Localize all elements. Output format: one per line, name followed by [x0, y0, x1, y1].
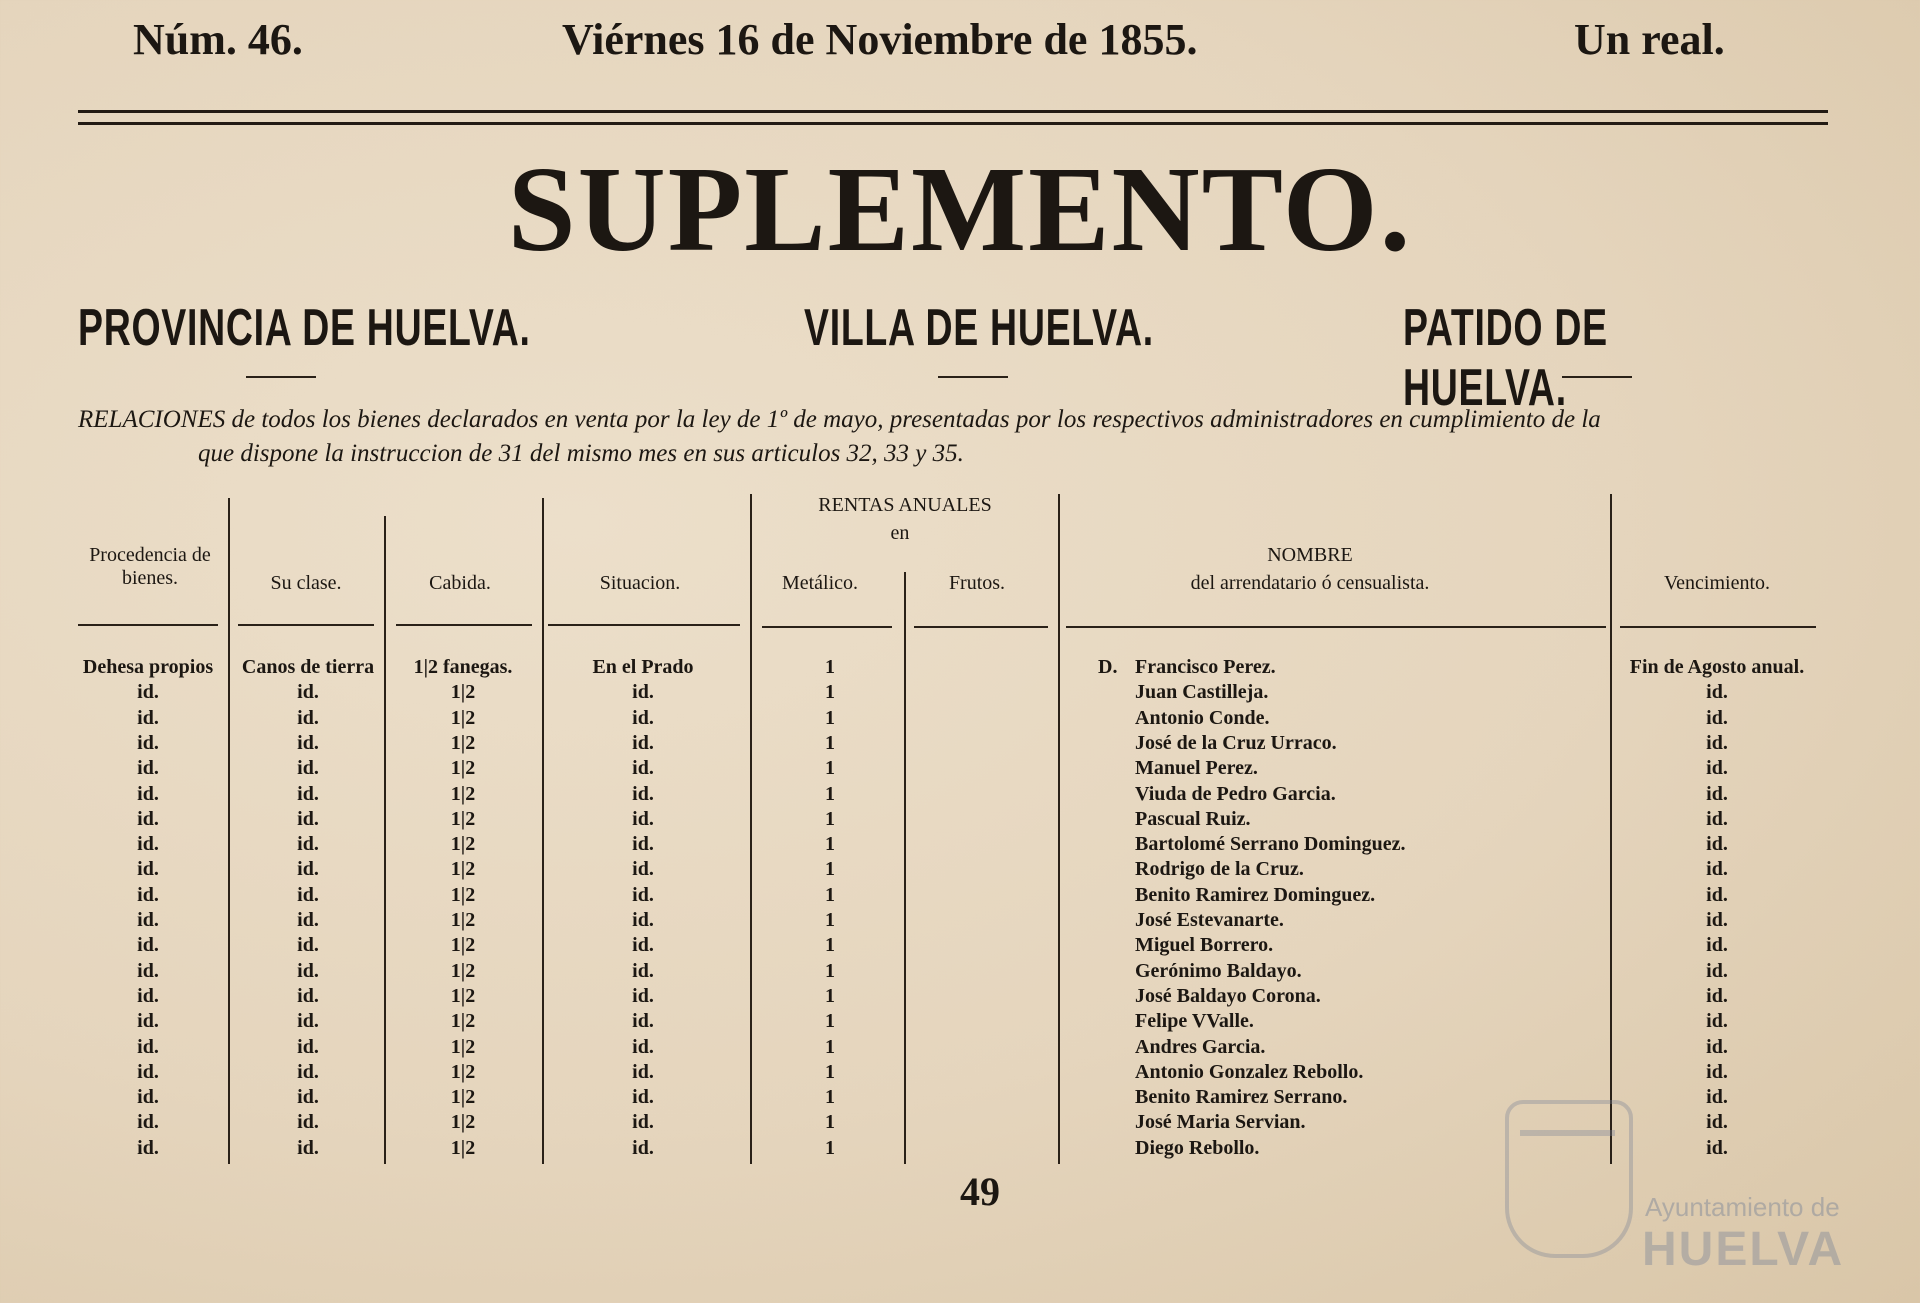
column-divider [542, 498, 544, 1164]
cell-vencimiento: id. [1706, 757, 1728, 780]
header-rule [78, 624, 218, 626]
cell-nombre: Viuda de Pedro Garcia. [1135, 782, 1336, 805]
cell-metalico: 1 [825, 984, 835, 1007]
cell-procedencia: id. [137, 681, 159, 704]
cell-situacion: id. [632, 833, 654, 856]
crown-icon [1520, 1100, 1615, 1136]
column-divider [904, 572, 906, 1164]
cell-nombre: Felipe VValle. [1135, 1010, 1254, 1033]
cell-procedencia: id. [137, 757, 159, 780]
header-procedencia: Procedencia de bienes. [89, 544, 211, 589]
cell-vencimiento: id. [1706, 782, 1728, 805]
cell-clase: id. [297, 782, 319, 805]
cell-nombre: Bartolomé Serrano Dominguez. [1135, 833, 1406, 856]
column-divider [750, 494, 752, 1164]
cell-situacion: id. [632, 883, 654, 906]
cell-metalico: 1 [825, 858, 835, 881]
cell-clase: id. [297, 1111, 319, 1134]
page-number: 49 [960, 1169, 1000, 1214]
cell-clase: id. [297, 1060, 319, 1083]
cell-clase: id. [297, 909, 319, 931]
header-cabida: Cabida. [429, 572, 491, 594]
cell-cabida: 1|2 [450, 959, 476, 982]
cell-procedencia: id. [137, 807, 159, 830]
cell-cabida: 1|2 [450, 1010, 476, 1033]
cell-cabida: 1|2 [450, 1060, 476, 1083]
cell-metalico: 1 [825, 731, 835, 754]
cell-metalico: 1 [825, 681, 835, 704]
cell-clase: id. [297, 807, 319, 830]
watermark-title: HUELVA [1642, 1223, 1845, 1276]
cell-procedencia: id. [137, 1086, 159, 1109]
cell-procedencia: id. [137, 782, 159, 805]
cell-vencimiento: id. [1706, 833, 1728, 856]
cell-procedencia: id. [137, 1035, 159, 1058]
cell-vencimiento: id. [1706, 731, 1728, 754]
cell-situacion: id. [632, 757, 654, 780]
cell-situacion: id. [632, 1035, 654, 1058]
cell-cabida: 1|2 [450, 1035, 476, 1058]
cell-situacion: id. [632, 681, 654, 704]
cell-procedencia: Dehesa propios [82, 656, 214, 678]
page-title: SUPLEMENTO. [507, 142, 1413, 277]
cell-situacion: id. [632, 731, 654, 754]
cell-cabida: 1|2 [450, 984, 476, 1007]
header-vencimiento: Vencimiento. [1663, 572, 1771, 594]
cell-procedencia: id. [137, 883, 159, 906]
cell-procedencia: id. [137, 731, 159, 754]
cell-metalico: 1 [825, 1060, 835, 1083]
subtitle-province: PROVINCIA DE HUELVA. [78, 299, 531, 357]
header-nombre-sub: del arrendatario ó censualista. [1190, 572, 1430, 594]
cell-situacion: id. [632, 934, 654, 957]
column-divider [1058, 494, 1060, 1164]
cell-cabida: 1|2 [450, 807, 476, 830]
cell-clase: id. [297, 858, 319, 881]
cell-vencimiento: id. [1706, 959, 1728, 982]
header-clase: Su clase. [270, 572, 342, 594]
cell-clase: id. [297, 1136, 319, 1159]
cell-vencimiento: id. [1706, 1086, 1728, 1109]
cell-nombre: Benito Ramirez Dominguez. [1135, 883, 1376, 906]
cell-vencimiento: id. [1706, 883, 1728, 906]
ornament-divider [1562, 376, 1632, 382]
cell-clase: Canos de tierra [241, 656, 375, 678]
cell-situacion: id. [632, 858, 654, 881]
cell-procedencia: id. [137, 858, 159, 881]
cell-cabida: 1|2 [450, 883, 476, 906]
header-rule [396, 624, 532, 626]
issue-date: Viérnes 16 de Noviembre de 1855. [562, 15, 1198, 64]
cell-clase: id. [297, 1086, 319, 1109]
cell-cabida: 1|2 [450, 1086, 476, 1109]
cell-nombre: Juan Castilleja. [1135, 681, 1269, 704]
cell-vencimiento: id. [1706, 1136, 1728, 1159]
header-rentas-en: en [890, 522, 910, 544]
cell-procedencia: id. [137, 833, 159, 856]
cell-vencimiento: id. [1706, 1060, 1728, 1083]
cell-vencimiento: id. [1706, 1035, 1728, 1058]
cell-cabida: 1|2 [450, 706, 476, 729]
cell-clase: id. [297, 934, 319, 957]
cell-vencimiento: id. [1706, 807, 1728, 830]
cell-situacion: En el Prado [592, 656, 694, 678]
cell-vencimiento: Fin de Agosto anual. [1629, 656, 1805, 678]
cell-clase: id. [297, 1035, 319, 1058]
cell-vencimiento: id. [1706, 1010, 1728, 1033]
cell-vencimiento: id. [1706, 934, 1728, 957]
cell-metalico: 1 [825, 1035, 835, 1058]
cell-vencimiento: id. [1706, 909, 1728, 931]
cell-nombre: José Estevanarte. [1135, 909, 1284, 931]
cell-situacion: id. [632, 959, 654, 982]
cell-cabida: 1|2 [450, 858, 476, 881]
ornament-divider [938, 376, 1008, 382]
cell-nombre: Pascual Ruiz. [1135, 807, 1251, 830]
watermark-text: Ayuntamiento de [1645, 1192, 1840, 1222]
masthead-rule [78, 110, 1828, 125]
header-situacion: Situacion. [599, 572, 681, 594]
cell-metalico: 1 [825, 1010, 835, 1033]
cell-vencimiento: id. [1706, 1111, 1728, 1134]
cell-cabida: 1|2 [450, 782, 476, 805]
cell-procedencia: id. [137, 984, 159, 1007]
cell-nombre: Antonio Conde. [1135, 706, 1270, 729]
cell-prefix: D. [1098, 656, 1118, 678]
cell-nombre: José de la Cruz Urraco. [1135, 731, 1337, 754]
cell-nombre: Antonio Gonzalez Rebollo. [1135, 1060, 1364, 1083]
cell-nombre: Diego Rebollo. [1135, 1136, 1260, 1159]
cell-metalico: 1 [825, 883, 835, 906]
issue-price: Un real. [1574, 15, 1725, 64]
cell-cabida: 1|2 [450, 1111, 476, 1134]
header-metalico: Metálico. [781, 572, 859, 594]
cell-clase: id. [297, 883, 319, 906]
cell-nombre: José Maria Servian. [1135, 1111, 1306, 1134]
cell-situacion: id. [632, 807, 654, 830]
intro-line-1: RELACIONES de todos los bienes declarados en venta por la ley de 1º de mayo, presentadas por los respectivos administradores en cumplimiento de la [78, 406, 1601, 433]
cell-nombre: Miguel Borrero. [1135, 934, 1274, 957]
cell-situacion: id. [632, 1086, 654, 1109]
cell-procedencia: id. [137, 959, 159, 982]
cell-cabida: 1|2 [450, 681, 476, 704]
cell-metalico: 1 [825, 934, 835, 957]
cell-vencimiento: id. [1706, 706, 1728, 729]
header-frutos: Frutos. [948, 572, 1006, 594]
cell-cabida: 1|2 [450, 833, 476, 856]
cell-clase: id. [297, 731, 319, 754]
cell-nombre: Benito Ramirez Serrano. [1135, 1086, 1348, 1109]
header-rule [1066, 626, 1606, 628]
cell-situacion: id. [632, 782, 654, 805]
cell-nombre: Francisco Perez. [1135, 656, 1276, 678]
ornament-divider [246, 376, 316, 382]
cell-procedencia: id. [137, 1136, 159, 1159]
cell-metalico: 1 [825, 909, 835, 931]
cell-metalico: 1 [825, 833, 835, 856]
cell-cabida: 1|2 fanegas. [413, 656, 513, 678]
cell-vencimiento: id. [1706, 858, 1728, 881]
header-rule [914, 626, 1048, 628]
cell-procedencia: id. [137, 706, 159, 729]
cell-procedencia: id. [137, 934, 159, 957]
cell-metalico: 1 [825, 807, 835, 830]
issue-number: Núm. 46. [133, 15, 303, 64]
cell-clase: id. [297, 757, 319, 780]
cell-metalico: 1 [825, 1111, 835, 1134]
cell-nombre: Gerónimo Baldayo. [1135, 959, 1302, 982]
cell-clase: id. [297, 1010, 319, 1033]
header-rule [762, 626, 892, 628]
cell-metalico: 1 [825, 782, 835, 805]
cell-situacion: id. [632, 984, 654, 1007]
cell-metalico: 1 [825, 757, 835, 780]
cell-clase: id. [297, 706, 319, 729]
cell-cabida: 1|2 [450, 1136, 476, 1159]
intro-line-2: que dispone la instruccion de 31 del mismo mes en sus articulos 32, 33 y 35. [198, 440, 964, 467]
cell-vencimiento: id. [1706, 681, 1728, 704]
cell-clase: id. [297, 984, 319, 1007]
cell-situacion: id. [632, 706, 654, 729]
cell-cabida: 1|2 [450, 909, 476, 931]
cell-cabida: 1|2 [450, 934, 476, 957]
cell-nombre: José Baldayo Corona. [1135, 984, 1321, 1007]
subtitle-villa: VILLA DE HUELVA. [804, 299, 1154, 357]
cell-clase: id. [297, 959, 319, 982]
cell-situacion: id. [632, 1111, 654, 1134]
cell-metalico: 1 [825, 1086, 835, 1109]
header-rule [548, 624, 740, 626]
cell-situacion: id. [632, 909, 654, 931]
cell-situacion: id. [632, 1060, 654, 1083]
cell-procedencia: id. [137, 1060, 159, 1083]
cell-nombre: Andres Garcia. [1135, 1035, 1266, 1058]
header-rentas: RENTAS ANUALES [818, 494, 992, 516]
cell-clase: id. [297, 681, 319, 704]
cell-metalico: 1 [825, 1136, 835, 1159]
cell-nombre: Manuel Perez. [1135, 757, 1258, 780]
cell-procedencia: id. [137, 1111, 159, 1134]
subtitle-partido: PATIDO DE HUELVA. [1403, 299, 1608, 417]
cell-cabida: 1|2 [450, 757, 476, 780]
cell-procedencia: id. [137, 909, 159, 931]
cell-clase: id. [297, 833, 319, 856]
cell-vencimiento: id. [1706, 984, 1728, 1007]
cell-cabida: 1|2 [450, 731, 476, 754]
cell-nombre: Rodrigo de la Cruz. [1135, 858, 1304, 881]
cell-procedencia: id. [137, 1010, 159, 1033]
header-rule [238, 624, 374, 626]
cell-metalico: 1 [825, 959, 835, 982]
cell-situacion: id. [632, 1010, 654, 1033]
header-rule [1620, 626, 1816, 628]
cell-situacion: id. [632, 1136, 654, 1159]
header-nombre: NOMBRE [1267, 544, 1353, 566]
cell-metalico: 1 [825, 706, 835, 729]
cell-metalico: 1 [825, 656, 835, 678]
